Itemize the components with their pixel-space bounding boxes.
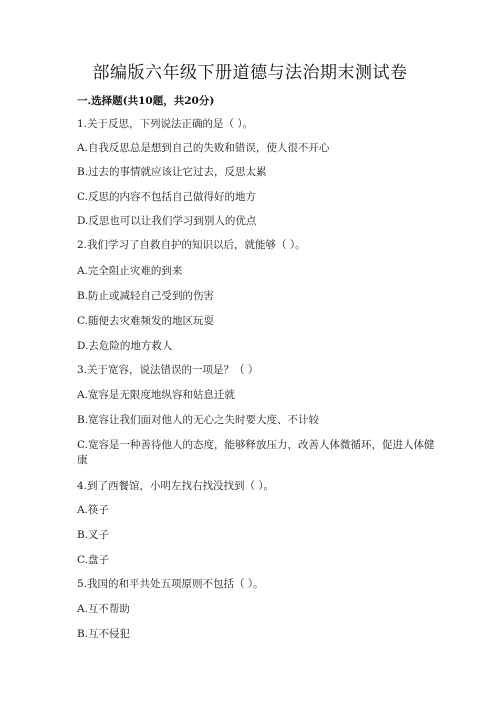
section-heading: 一.选择题(共10题，共20分) — [77, 95, 215, 107]
question-2-option-a: A.完全阻止灾难的到来 — [77, 265, 183, 277]
question-5-stem: 5.我国的和平共处五项原则不包括（ ）。 — [77, 578, 264, 590]
question-1-option-a: A.自我反思总是想到自己的失败和错误，使人很不开心 — [77, 142, 330, 154]
question-1-stem: 1.关于反思，下列说法正确的是（ ）。 — [77, 118, 254, 130]
question-2-stem: 2.我们学习了自救自护的知识以后，就能够（ ）。 — [77, 239, 306, 251]
question-3-option-c: C.宽容是一种善待他人的态度，能够释放压力，改善人体微循环，促进人体健康 — [77, 439, 435, 466]
question-4-option-b: B.叉子 — [77, 529, 110, 541]
question-5-option-a: A.互不帮助 — [77, 603, 130, 615]
question-1-option-d: D.反思也可以让我们学习到别人的优点 — [77, 215, 257, 227]
question-3-option-b: B.宽容让我们面对他人的无心之失时要大度、不计较 — [77, 414, 320, 426]
question-4-stem: 4.到了西餐馆，小明左找右找没找到（ ）。 — [77, 480, 275, 492]
question-2-option-b: B.防止或减轻自己受到的伤害 — [77, 290, 215, 302]
question-2-option-c: C.随便去灾难频发的地区玩耍 — [77, 315, 214, 327]
question-4-option-a: A.筷子 — [77, 504, 109, 516]
question-2-option-d: D.去危险的地方救人 — [77, 340, 173, 352]
question-3-option-a: A.宽容是无限度地纵容和姑息迁就 — [77, 389, 235, 401]
question-3-stem: 3.关于宽容，说法错误的一项是？（ ） — [77, 364, 259, 376]
question-4-option-c: C.盘子 — [77, 554, 109, 566]
page-title: 部编版六年级下册道德与法治期末测试卷 — [92, 63, 408, 83]
question-1-option-c: C.反思的内容不包括自己做得好的地方 — [77, 191, 256, 203]
question-5-option-b: B.互不侵犯 — [77, 628, 131, 640]
question-1-option-b: B.过去的事情就应该让它过去，反思太累 — [77, 166, 267, 178]
